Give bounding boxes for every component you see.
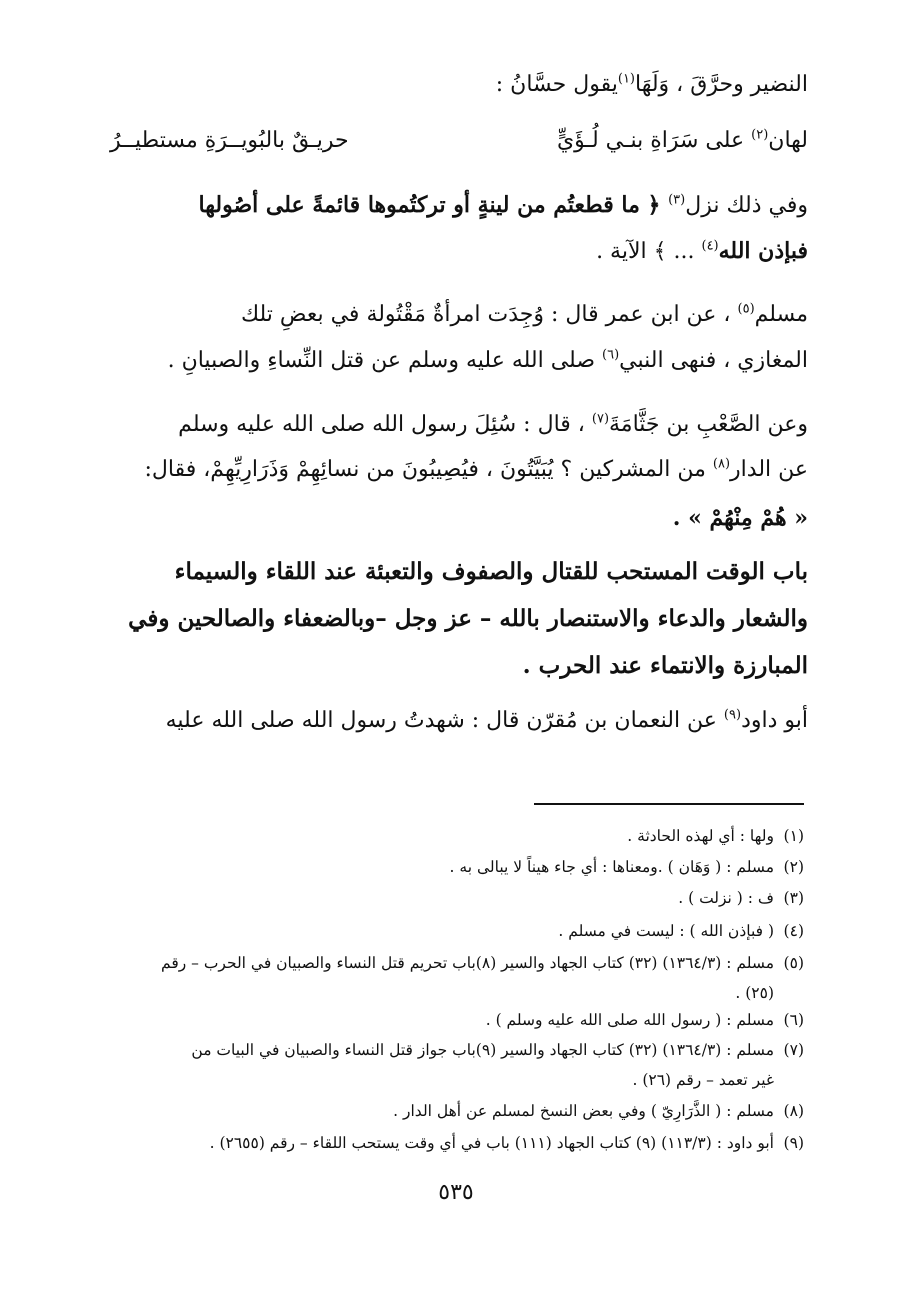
text-segment: من المشركين ؟ يُبَيَّتُونَ ، فيُصِيبُونَ من نسائِهِمْ وَذَرَارِيِّهِمْ، فقال: xyxy=(144,457,713,482)
footnote-number: (٦) xyxy=(783,1011,804,1029)
chapter-heading-line-1: باب الوقت المستحب للقتال والصفوف والتعبئة عند اللقاء والسيماء xyxy=(174,558,808,585)
footnote xyxy=(110,922,804,940)
footnote-text: غير تعمد – رقم (٢٦) . xyxy=(632,1071,774,1089)
footnote-ref-2: (٢) xyxy=(751,127,769,143)
footnote xyxy=(110,858,804,876)
text-line-5 xyxy=(241,302,808,327)
text-segment: ، عن ابن عمر قال : وُجِدَت امرأةٌ مَقْتُولة في بعضِ تلك xyxy=(240,302,738,327)
footnote xyxy=(110,827,804,845)
text-line-9: « هُمْ مِنْهُمْ » . xyxy=(672,505,808,531)
footnote xyxy=(110,1102,804,1120)
footnote-ref-4: (٤) xyxy=(701,238,719,254)
footnote-text: مسلم : (١٣٦٤/٣) (٣٢) كتاب الجهاد والسير (٨)باب تحريم قتل النساء والصبيان في الحرب – رقم xyxy=(161,954,774,972)
text-line-3 xyxy=(199,192,808,218)
text-segment: لهان xyxy=(768,128,808,153)
footnote xyxy=(110,954,804,972)
footnote-number: (٩) xyxy=(783,1134,804,1152)
footnote-ref-9: (٩) xyxy=(723,707,742,723)
footnote-ref-3: (٣) xyxy=(668,192,686,208)
quran-verse-text: فبإذن الله xyxy=(718,238,808,264)
footnote-text: أبو داود : (١١٣/٣) (٩) كتاب الجهاد (١١١) باب في أي وقت يستحب اللقاء – رقم (٢٦٥٥) . xyxy=(209,1134,774,1152)
footnote-text: مسلم : ( وَهَان ) .ومعناها : أي جاء هيناً لا يبالى به . xyxy=(449,858,774,876)
footnote-number: (٧) xyxy=(783,1041,804,1059)
text-segment: ... ﴾ الآية . xyxy=(596,239,702,264)
poem-verse xyxy=(110,128,808,164)
footnote-text: (٢٥) . xyxy=(735,984,774,1002)
footnote-number: (٨) xyxy=(783,1102,804,1120)
footnote-number: (٣) xyxy=(783,889,804,907)
footnote-number: (٢) xyxy=(783,858,804,876)
quran-verse-text: ﴿ ما قطعتُم من لينةٍ أو تركتُموها قائمةً على أصُولها xyxy=(198,192,669,218)
text-segment: عن الدار xyxy=(730,457,808,482)
footnote-continuation xyxy=(110,984,774,1002)
text-segment: ، قال : سُئِلَ رسول الله صلى الله عليه وسلم xyxy=(178,412,592,437)
text-segment: وفي ذلك نزل xyxy=(685,193,808,218)
text-segment: صلى الله عليه وسلم عن قتل النِّساءِ والصبيانِ . xyxy=(167,348,603,373)
text-segment: أبو داود xyxy=(741,708,808,733)
footnote-text: ( فبإذن الله ) : ليست في مسلم . xyxy=(558,922,774,940)
footnote xyxy=(110,1011,804,1029)
text-segment: عن النعمان بن مُقرّن قال : شهدتُ رسول الله صلى الله عليه xyxy=(165,708,724,733)
text-line-4 xyxy=(596,238,808,264)
text-segment: يقول حسَّانُ : xyxy=(495,72,618,97)
footnote-number: (٤) xyxy=(783,922,804,940)
text-segment: المغازي ، فنهى النبي xyxy=(619,348,808,373)
footnote xyxy=(110,1041,804,1059)
footnote xyxy=(110,1134,804,1152)
poem-second-hemistich: حريـقٌ بالبُويــرَةِ مستطيــرُ xyxy=(110,128,349,153)
chapter-heading-line-2: والشعار والدعاء والاستنصار بالله – عز وجل –وبالضعفاء والصالحين وفي xyxy=(128,605,808,632)
page-number: ٥٣٥ xyxy=(438,1180,474,1205)
poem-first-hemistich xyxy=(557,128,808,153)
footnote xyxy=(110,889,804,907)
text-segment: النضير وحرَّقَ ، وَلَهَا xyxy=(635,72,808,97)
text-line-1 xyxy=(496,72,808,97)
text-segment: مسلم xyxy=(754,302,808,327)
text-line-6 xyxy=(168,348,808,373)
footnote-separator xyxy=(534,803,804,805)
footnote-ref-1: (١) xyxy=(617,71,635,87)
footnote-ref-5: (٥) xyxy=(737,301,755,317)
text-line-8 xyxy=(144,457,808,482)
text-segment: على سَرَاةِ بنـي لُـؤَيٍّ xyxy=(556,128,752,153)
text-line-10 xyxy=(166,708,808,733)
footnote-ref-7: (٧) xyxy=(591,411,610,427)
footnote-text: مسلم : ( الذَّرَارِيّ ) وفي بعض النسخ لمسلم عن أهل الدار . xyxy=(393,1102,774,1120)
footnote-number: (٥) xyxy=(783,954,804,972)
footnote-ref-6: (٦) xyxy=(602,347,620,363)
footnote-text: ف : ( نزلت ) . xyxy=(678,889,774,907)
footnote-text: ولها : أي لهذه الحادثة . xyxy=(627,827,774,845)
footnote-text: مسلم : ( رسول الله صلى الله عليه وسلم ) . xyxy=(485,1011,774,1029)
chapter-heading-line-3: المبارزة والانتماء عند الحرب . xyxy=(522,652,808,679)
footnote-ref-8: (٨) xyxy=(712,456,731,472)
text-segment: وعن الصَّعْبِ بن جَثَّامَةَ xyxy=(609,412,808,437)
footnote-number: (١) xyxy=(783,827,804,845)
footnote-text: مسلم : (١٣٦٤/٣) (٣٢) كتاب الجهاد والسير (٩)باب جواز قتل النساء والصبيان في البيات من xyxy=(191,1041,774,1059)
text-line-7 xyxy=(178,412,808,437)
footnote-continuation xyxy=(110,1071,774,1089)
